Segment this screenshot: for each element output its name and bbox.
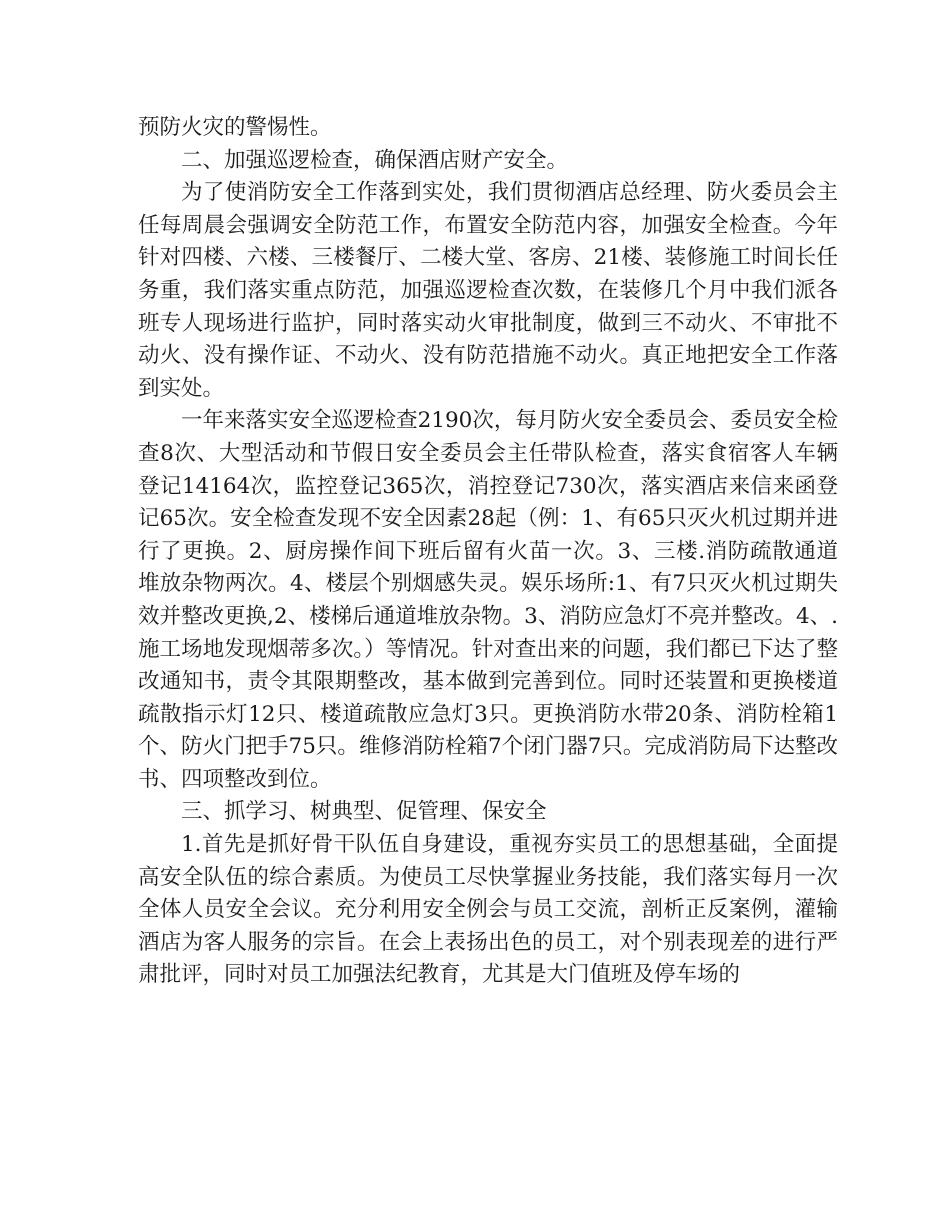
paragraph-annual-inspections: 一年来落实安全巡逻检查2190次，每月防火安全委员会、委员安全检查8次、大型活动和节假日安全委员会主任带队检查，落实食宿客人车辆登记14164次，监控登记365次，消控登记730次，落实酒店来信来函登记65次。安全检查发现不安全因素28起（例：1、有65只灭火机过期并进行了更换。2、厨房操作间下班后留有火苗一次。3、三楼.消防疏散通道堆放杂物两次。4、楼层个别烟感失灵。娱乐场所:1、有7只灭火机过期失效并整改更换,2、楼梯后通道堆放杂物。3、消防应急灯不亮并整改。4、.施工场地发现烟蒂多次。）等情况。针对查出来的问题，我们都已下达了整改通知书，责令其限期整改，基本做到完善到位。同时还装置和更换楼道疏散指示灯12只、楼道疏散应急灯3只。更换消防水带20条、消防栓箱1个、防火门把手75只。维修消防栓箱7个闭门器7只。完成消防局下达整改书、四项整改到位。	[138, 408, 838, 792]
paragraph-team-building: 1.首先是抓好骨干队伍自身建设，重视夯实员工的思想基础，全面提高安全队伍的综合素质。为使员工尽快掌握业务技能，我们落实每月一次全体人员安全会议。充分利用安全例会与员工交流，剖析正反案例，灌输酒店为客人服务的宗旨。在会上表扬出色的员工，对个别表现差的进行严肃批评，同时对员工加强法纪教育，尤其是大门值班及停车场的	[138, 832, 838, 988]
paragraph-fire-safety-work: 为了使消防安全工作落到实处，我们贯彻酒店总经理、防火委员会主任每周晨会强调安全防范工作，布置安全防范内容，加强安全检查。今年针对四楼、六楼、三楼餐厅、二楼大堂、客房、21楼、装修施工时间长任务重，我们落实重点防范，加强巡逻检查次数，在装修几个月中我们派各班专人现场进行监护，同时落实动火审批制度，做到三不动火、不审批不动火、没有操作证、不动火、没有防范措施不动火。真正地把安全工作落到实处。	[138, 180, 838, 401]
document-body	[138, 112, 838, 992]
section-heading-patrol: 二、加强巡逻检查，确保酒店财产安全。	[181, 147, 569, 173]
paragraph-fire-vigilance: 预防火灾的警惕性。	[138, 115, 332, 140]
section-heading-study: 三、抓学习、树典型、促管理、保安全	[181, 799, 547, 825]
